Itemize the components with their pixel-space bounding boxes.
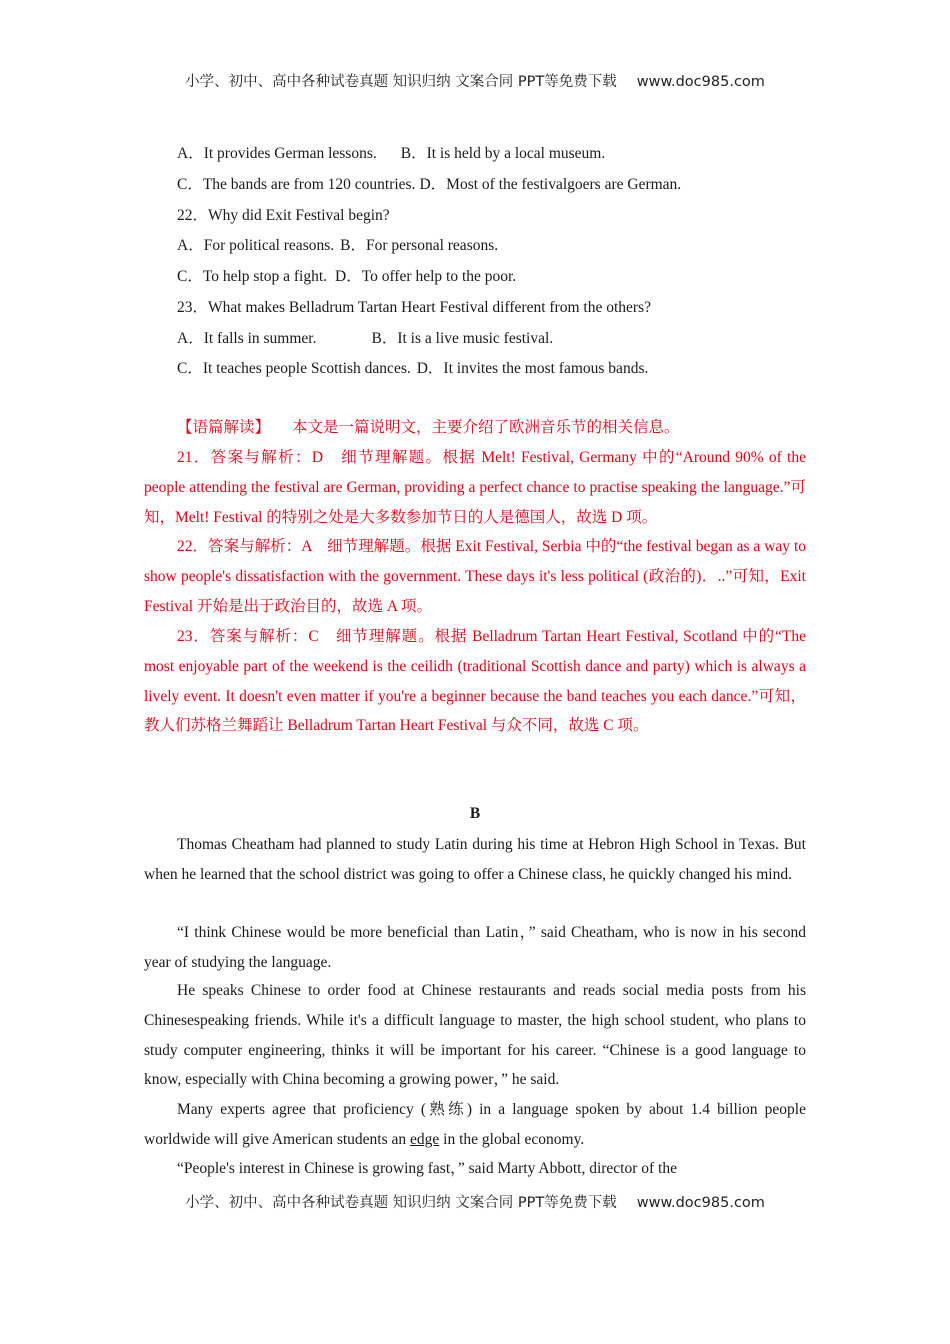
q23-stem: 23．What makes Belladrum Tartan Heart Festival different from the others? — [177, 299, 651, 316]
underlined-word-edge: edge — [410, 1130, 440, 1148]
q22-options-row2 — [177, 267, 516, 287]
q22-option-d: D．To offer help to the poor. — [335, 268, 517, 285]
q21-option-a: A．It provides German lessons. — [177, 145, 377, 162]
footer-text: 小学、初中、高中各种试卷真题 知识归纳 文案合同 PPT等免费下载 — [185, 1195, 617, 1211]
header-text: 小学、初中、高中各种试卷真题 知识归纳 文案合同 PPT等免费下载 — [185, 74, 617, 90]
q23-option-d: D．It invites the most famous bands. — [416, 360, 649, 377]
q21-option-d: D．Most of the festivalgoers are German. — [419, 176, 682, 193]
passage-b-paragraph-4 — [144, 1095, 806, 1155]
passage-b-paragraph-3: He speaks Chinese to order food at Chinese restaurants and reads social media posts from his Chinesespeaking friends. While it's a difficult language to master, the high school student, who plans to study computer engineering, thinks it will be important for his career. “Chinese is a good language to know, especially with China becoming a growing power，” he said. — [144, 982, 806, 1089]
q22-option-b: B．For personal reasons. — [340, 237, 499, 254]
footer-site-link[interactable]: www.doc985.com — [636, 1195, 765, 1211]
analysis-intro — [177, 418, 680, 438]
analysis-intro-text: 本文是一篇说明文，主要介绍了欧洲音乐节的相关信息。 — [292, 419, 680, 436]
q23-options-row1 — [177, 329, 553, 349]
page-footer — [0, 1191, 950, 1212]
q23-options-row2 — [177, 359, 648, 379]
q22-option-c: C．To help stop a fight. — [177, 268, 328, 285]
page-header — [0, 70, 950, 91]
passage-b-title: B — [469, 805, 481, 822]
q21-options-row1 — [177, 144, 605, 164]
q22-stem: 22．Why did Exit Festival begin? — [177, 207, 390, 224]
analysis-intro-label: 【语篇解读】 — [177, 419, 271, 436]
q23-option-b: B．It is a live music festival. — [371, 330, 554, 347]
answer-22: 22．答案与解析：A 细节理解题。根据 Exit Festival, Serbia 中的“the festival began as a way to show people's dissatisfaction with the government. These days it's less political (政治的)．..”可知，Exit Festival 开始是出于政治目的，故选 A 项。 — [144, 538, 806, 615]
q21-options-row2 — [177, 175, 681, 195]
answer-21: 21．答案与解析：D 细节理解题。根据 Melt! Festival, Germany 中的“Around 90% of the people attending the festival are German, providing a perfect chance to practise speaking the language.”可知，Melt! Festival 的特别之处是大多数参加节日的人是德国人，故选 D 项。 — [144, 449, 806, 526]
q21-option-b: B．It is held by a local museum. — [400, 145, 606, 162]
q22-option-a: A．For political reasons. — [177, 237, 335, 254]
q21-option-c: C．The bands are from 120 countries. — [177, 176, 416, 193]
passage-b-paragraph-5: “People's interest in Chinese is growing fast，” said Marty Abbott, director of the — [177, 1160, 677, 1177]
q22-options-row1 — [177, 236, 498, 256]
header-site-link[interactable]: www.doc985.com — [636, 74, 765, 90]
p4-text-after: in the global economy. — [439, 1130, 585, 1148]
q23-option-a: A．It falls in summer. — [177, 330, 317, 347]
passage-b-paragraph-1: Thomas Cheatham had planned to study Latin during his time at Hebron High School in Texas. But when he learned that the school district was going to offer a Chinese class, he quickly changed his mind. — [144, 836, 806, 883]
q23-option-c: C．It teaches people Scottish dances. — [177, 360, 411, 377]
answer-23: 23．答案与解析：C 细节理解题。根据 Belladrum Tartan Heart Festival, Scotland 中的“The most enjoyable part of the weekend is the ceilidh (traditional Scottish dance and party) which is always a lively event. It doesn't even matter if you're a beginner because the band teaches you each dance.”可知，教人们苏格兰舞蹈让 Belladrum Tartan Heart Festival 与众不同，故选 C 项。 — [144, 628, 806, 735]
p4-text-before: Many experts agree that proficiency (熟练) in a language spoken by about 1.4 billion people worldwide will give American students an — [144, 1101, 806, 1148]
passage-b-paragraph-2: “I think Chinese would be more beneficial than Latin，” said Cheatham, who is now in his second year of studying the language. — [144, 924, 806, 971]
